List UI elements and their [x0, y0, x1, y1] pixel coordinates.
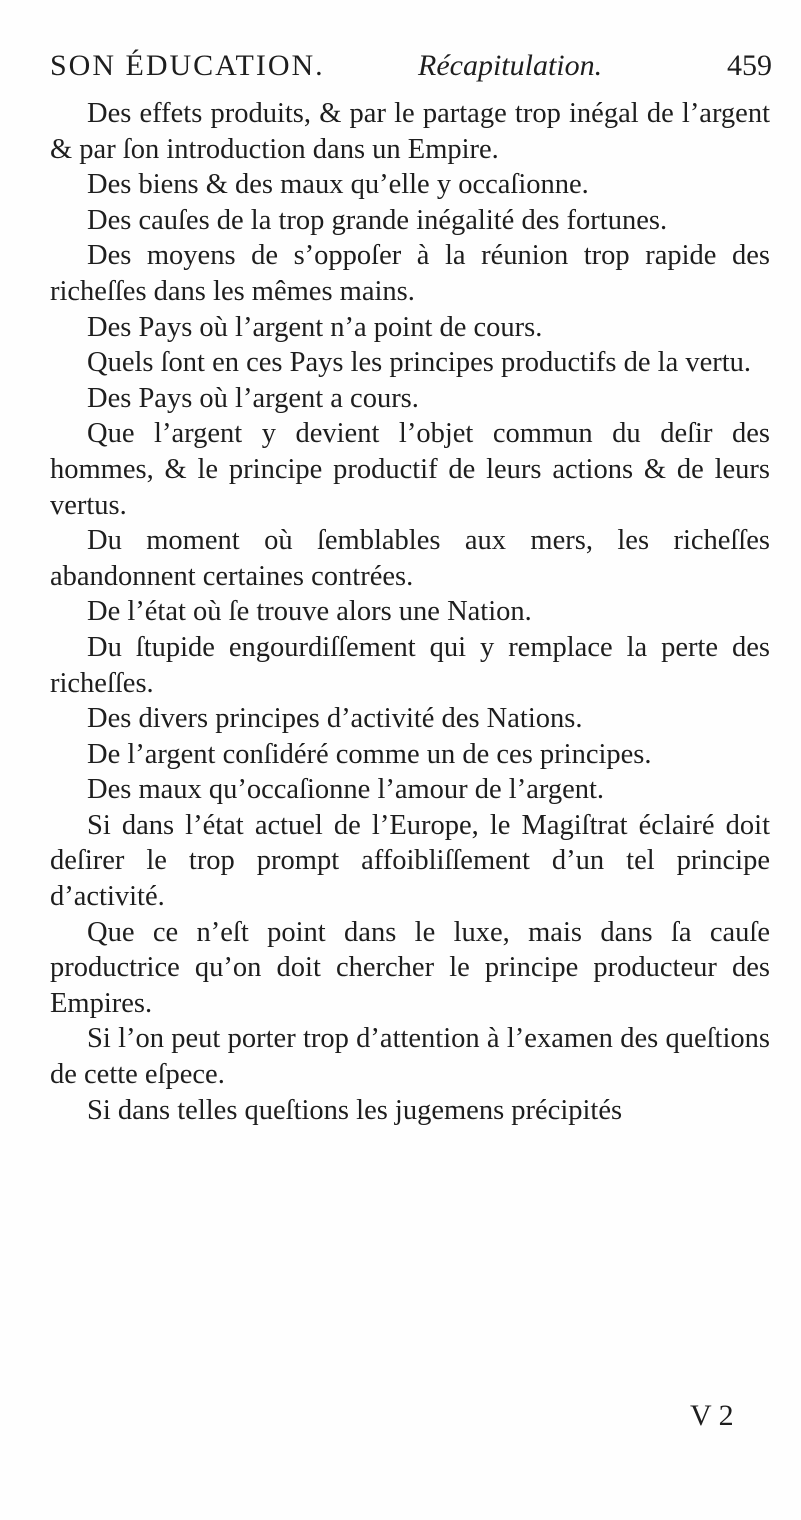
summary-item: Des maux qu’occaſionne l’amour de l’argent. [87, 774, 605, 806]
summary-item: Du moment où ſemblables aux mers, les richeſſes abandonnent certaines contrées. [50, 525, 770, 592]
summary-item: Des divers principes d’activité des Nations. [87, 703, 583, 735]
summary-item: De l’argent conſidéré comme un de ces principes. [87, 738, 652, 770]
summary-list [50, 96, 770, 1128]
summary-item: Que l’argent y devient l’objet commun du deſir des hommes, & le principe productif de leurs actions & de leurs vertus. [50, 418, 770, 521]
summary-item: Si dans telles queſtions les jugemens précipités [87, 1094, 623, 1126]
summary-item: Si dans l’état actuel de l’Europe, le Magiſtrat éclairé doit deſirer le trop prompt affoibliſſement d’un tel principe d’activité. [50, 809, 770, 913]
running-header [50, 44, 772, 88]
section-title: Récapitulation. [418, 49, 603, 82]
summary-item: Des effets produits, & par le partage trop inégal de l’argent & par ſon introduction dans un Empire. [50, 98, 770, 165]
signature-mark: V 2 [690, 1399, 734, 1432]
summary-item: De l’état où ſe trouve alors une Nation. [87, 596, 532, 628]
summary-item: Des moyens de s’oppoſer à la réunion trop rapide des richeſſes dans les mêmes mains. [50, 240, 770, 307]
summary-item: Des Pays où l’argent a cours. [87, 382, 419, 414]
summary-item: Des cauſes de la trop grande inégalité des fortunes. [87, 204, 668, 236]
summary-item: Que ce n’eſt point dans le luxe, mais dans ſa cauſe productrice qu’on doit chercher le principe producteur des Empires. [50, 916, 770, 1019]
summary-item: Des Pays où l’argent n’a point de cours. [87, 311, 543, 343]
summary-item: Du ſtupide engourdiſſement qui y remplace la perte des richeſſes. [50, 631, 770, 699]
running-title: SON ÉDUCATION. [50, 49, 325, 82]
summary-item: Si l’on peut porter trop d’attention à l’examen des queſtions de cette eſpece. [50, 1023, 770, 1091]
summary-item: Des biens & des maux qu’elle y occaſionne. [87, 169, 589, 201]
summary-item: Quels ſont en ces Pays les principes productifs de la vertu. [87, 347, 752, 379]
page-number: 459 [727, 49, 772, 82]
